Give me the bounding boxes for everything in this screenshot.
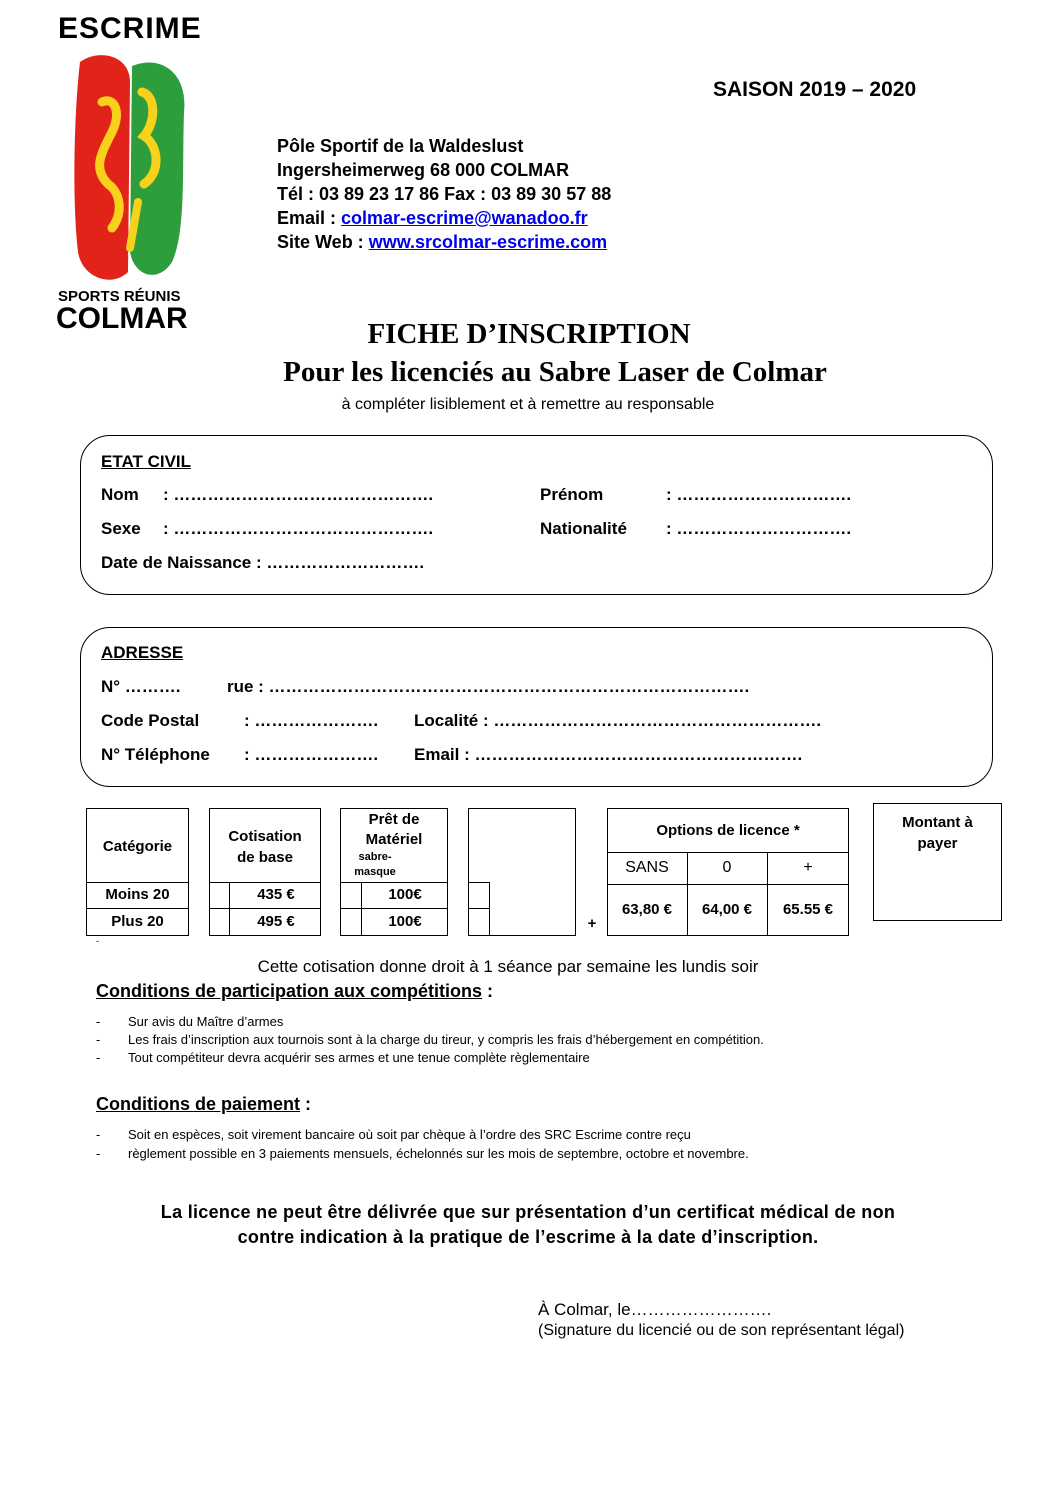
plus-sign: + <box>587 915 597 932</box>
email-field[interactable]: Email : …………………………………………………. <box>414 745 803 764</box>
cotisation-note: Cette cotisation donne droit à 1 séance par semaine les lundis soir <box>257 957 759 976</box>
prenom-field[interactable]: : …………………………. <box>666 485 852 504</box>
option-value-1: 63,80 € <box>621 901 673 918</box>
extra-moins20-checkbox[interactable] <box>468 883 489 909</box>
pret-moins20-checkbox[interactable] <box>340 883 361 909</box>
list-bullet: - <box>96 1146 101 1161</box>
option-value-2: 64,00 € <box>701 901 753 918</box>
web-label: Site Web : <box>277 232 369 252</box>
web-link[interactable]: www.srcolmar-escrime.com <box>368 232 608 252</box>
competitions-heading-line <box>96 981 493 1002</box>
competition-item-2: Les frais d’inscription aux tournois sont à la charge du tireur, y compris les frais d’hébergement en compétition. <box>128 1032 764 1047</box>
divider <box>86 908 189 909</box>
code-postal-field[interactable]: : …………………. <box>244 711 379 730</box>
telephone-field[interactable]: : …………………. <box>244 745 379 764</box>
pret-plus20: 100€ <box>388 913 422 930</box>
prenom-label: Prénom <box>540 485 604 504</box>
cotisation-header-2: de base <box>237 849 293 866</box>
list-bullet: - <box>96 1032 101 1047</box>
sexe-field[interactable]: : ………………………………………. <box>163 519 434 538</box>
competitions-colon: : <box>482 981 494 1001</box>
paiement-item-2: règlement possible en 3 paiements mensuels, échelonnés sur les mois de septembre, octobre et novembre. <box>128 1146 749 1161</box>
adresse-heading: ADRESSE <box>101 643 184 662</box>
nom-field[interactable]: : ………………………………………. <box>163 485 434 504</box>
nom-label: Nom <box>101 485 139 504</box>
sexe-label: Sexe <box>101 519 141 538</box>
cotisation-plus20-checkbox[interactable] <box>209 909 230 936</box>
list-bullet: - <box>96 1127 101 1142</box>
pret-plus20-checkbox[interactable] <box>340 909 361 936</box>
paiement-heading: Conditions de paiement <box>96 1094 301 1114</box>
pret-header-4: masque <box>354 866 396 878</box>
club-logo-icon <box>72 52 192 284</box>
page-subtitle: Pour les licenciés au Sabre Laser de Colmar <box>283 356 827 388</box>
email-label: Email : <box>277 208 342 228</box>
numero-field[interactable]: N° ………. <box>101 677 181 696</box>
page-title: FICHE D’INSCRIPTION <box>367 318 691 350</box>
pret-header-2: Matériel <box>365 831 423 848</box>
logo-bottom-text-1: SPORTS RÉUNIS <box>58 288 181 305</box>
divider <box>489 882 490 936</box>
competition-item-1: Sur avis du Maître d’armes <box>128 1014 284 1029</box>
divider <box>607 884 849 885</box>
logo-top-text: ESCRIME <box>58 12 202 45</box>
certificat-line-1: La licence ne peut être délivrée que sur présentation d’un certificat médical de non <box>160 1202 896 1222</box>
instructions-text: à compléter lisiblement et à remettre au responsable <box>341 396 715 413</box>
divider <box>607 852 849 853</box>
localite-field[interactable]: Localité : …………………………………………………. <box>414 711 822 730</box>
pret-header-3: sabre- <box>358 851 392 863</box>
option-plus[interactable]: + <box>803 859 813 876</box>
paiement-colon: : <box>300 1094 312 1114</box>
cotisation-moins20-checkbox[interactable] <box>209 883 230 909</box>
signature-note: (Signature du licencié ou de son représentant légal) <box>538 1322 905 1339</box>
options-header: Options de licence * <box>656 822 800 839</box>
signature-line[interactable]: À Colmar, le……………………. <box>538 1300 772 1319</box>
option-sans[interactable]: SANS <box>625 859 669 876</box>
web-line <box>277 232 607 253</box>
telephone-label: N° Téléphone <box>101 745 210 764</box>
option-zero[interactable]: 0 <box>722 859 732 876</box>
certificat-line-2: contre indication à la pratique de l’escrime à la date d’inscription. <box>237 1227 819 1247</box>
extra-plus20-checkbox[interactable] <box>468 909 489 936</box>
stray-mark: - <box>96 936 99 946</box>
montant-label-1: Montant à <box>902 814 973 831</box>
code-postal-label: Code Postal <box>101 711 200 730</box>
email-line <box>277 208 588 229</box>
option-value-3: 65.55 € <box>782 901 834 918</box>
montant-label-2: payer <box>917 835 958 852</box>
categorie-header: Catégorie <box>102 838 173 855</box>
naissance-field[interactable]: Date de Naissance : ………………………. <box>101 553 425 572</box>
competitions-heading: Conditions de participation aux compétitions <box>96 981 483 1001</box>
rue-field[interactable]: rue : …………………………………………………………………………. <box>227 677 750 696</box>
categorie-plus20: Plus 20 <box>111 913 164 930</box>
nationalite-label: Nationalité <box>540 519 627 538</box>
pret-header-1: Prêt de <box>368 811 420 828</box>
categorie-moins20: Moins 20 <box>105 886 170 903</box>
cotisation-header-1: Cotisation <box>228 828 302 845</box>
email-link[interactable]: colmar-escrime@wanadoo.fr <box>341 208 588 228</box>
season-label: SAISON 2019 – 2020 <box>713 78 917 101</box>
logo-bottom-text-2: COLMAR <box>56 302 188 335</box>
nationalite-field[interactable]: : …………………………. <box>666 519 852 538</box>
address-line-1: Pôle Sportif de la Waldeslust <box>277 136 524 156</box>
pret-moins20: 100€ <box>388 886 422 903</box>
list-bullet: - <box>96 1014 101 1029</box>
paiement-heading-line <box>96 1094 311 1115</box>
cotisation-plus20: 495 € <box>257 913 295 930</box>
paiement-item-1: Soit en espèces, soit virement bancaire où soit par chèque à l’ordre des SRC Escrime contre reçu <box>128 1127 691 1142</box>
address-line-2: Ingersheimerweg 68 000 COLMAR <box>277 160 570 180</box>
cotisation-moins20: 435 € <box>257 886 295 903</box>
list-bullet: - <box>96 1050 101 1065</box>
etat-civil-heading: ETAT CIVIL <box>101 452 192 471</box>
address-line-3: Tél : 03 89 23 17 86 Fax : 03 89 30 57 88 <box>277 184 612 204</box>
competition-item-3: Tout compétiteur devra acquérir ses armes et une tenue complète règlementaire <box>128 1050 590 1065</box>
